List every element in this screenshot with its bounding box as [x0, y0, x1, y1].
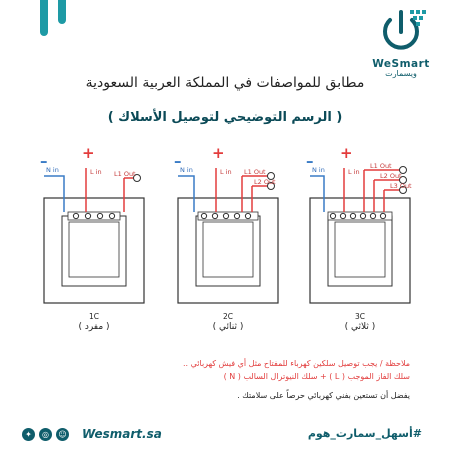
brand-name: WeSmart [372, 58, 430, 70]
live-plus-sign: + [340, 144, 353, 162]
output-l2-label: L2 Out [254, 178, 276, 186]
footer [0, 420, 450, 450]
live-plus-sign: + [212, 144, 225, 162]
live-in-label: L in [90, 168, 102, 176]
live-plus-sign: + [82, 144, 95, 162]
model-label-3c: 3C [354, 312, 365, 321]
neutral-minus-sign: – [40, 152, 48, 170]
twitter-icon[interactable]: ✦ [22, 428, 35, 441]
instagram-icon[interactable]: ◎ [39, 428, 52, 441]
wiring-diagram-3c [300, 144, 425, 314]
brand-name-arabic: ويسمارت [385, 69, 417, 78]
note-line-1: ملاحظة / يجب توصيل سلكين كهرباء للمفتاح مثل أي فيش كهربائي .. [182, 359, 410, 368]
gang-label-2c: ( ثنائي ) [212, 322, 244, 332]
stripe [58, 0, 66, 24]
live-in-label: L in [348, 168, 360, 176]
gang-label-3c: ( ثلاثي ) [344, 322, 376, 332]
diagram-subtitle: ( الرسم التوضيحي لتوصيل الأسلاك ) [107, 110, 343, 125]
wiring-svg [300, 150, 425, 310]
snapchat-icon[interactable]: ☺ [56, 428, 69, 441]
neutral-in-label: N in [180, 166, 193, 174]
output-l2-label: L2 Out [380, 172, 402, 180]
live-in-label: L in [220, 168, 232, 176]
page-title: مطابق للمواصفات في المملكة العربية السعودية [85, 75, 365, 91]
output-l1-label: L1 Out [370, 162, 392, 170]
model-label-2c: 2C [222, 312, 233, 321]
neutral-minus-sign: – [174, 152, 182, 170]
output-l3-label: L3 Out [390, 182, 412, 190]
model-label-1c: 1C [88, 312, 99, 321]
note-line-3: يفضل أن تستعين بفني كهربائي حرصاً على سلامتك . [237, 391, 410, 400]
hashtag: #أسهل_سمارت_هوم [307, 427, 422, 440]
note-line-2: سلك الفاز الموجب ( L ) + سلك النيوترال السالب ( N ) [223, 372, 410, 381]
neutral-minus-sign: – [306, 152, 314, 170]
neutral-in-label: N in [46, 166, 59, 174]
wiring-notes [183, 357, 410, 402]
gang-label-1c: ( مفرد ) [78, 322, 110, 332]
wiring-diagram-2c [168, 144, 293, 314]
website-link[interactable]: Wesmart.sa [82, 427, 162, 441]
social-links [22, 428, 69, 441]
output-l1-label: L1 Out [244, 168, 266, 176]
wiring-diagram-1c [34, 144, 159, 314]
stripe [40, 0, 48, 36]
output-l1-label: L1 Out [114, 170, 136, 178]
neutral-in-label: N in [312, 166, 325, 174]
